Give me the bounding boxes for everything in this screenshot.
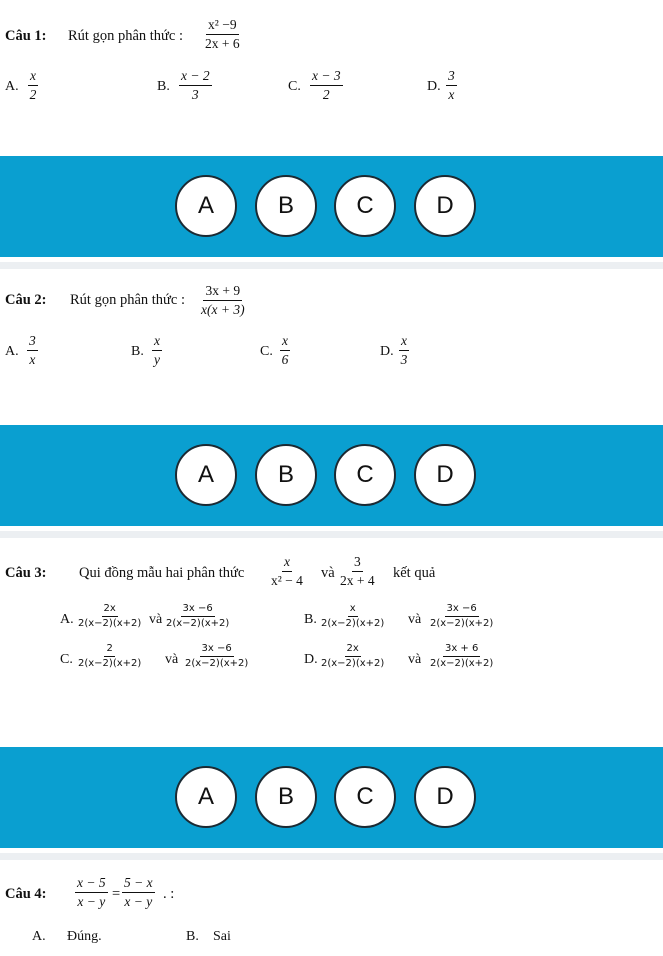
question-2-text: Rút gọn phân thức : [70, 292, 185, 308]
question-1-text: Rút gọn phân thức : [68, 28, 183, 44]
question-4-equals: = [112, 886, 121, 902]
answer-button-c[interactable]: C [334, 444, 396, 506]
fraction-numerator: 5 − x [122, 876, 155, 893]
fraction-denominator: x − y [77, 893, 106, 909]
q3-option-b-fraction-2 [430, 604, 493, 629]
q3-option-b-and: và [408, 612, 422, 627]
answer-button-d[interactable]: D [414, 766, 476, 828]
q1-option-b-fraction [179, 69, 212, 101]
q4-option-a-text: Đúng. [67, 929, 102, 944]
fraction-denominator: x(x + 3) [201, 301, 245, 317]
question-4-label: Câu 4: [5, 886, 47, 902]
q3-option-c-letter: C. [60, 652, 73, 667]
question-3-expression-1 [271, 555, 303, 587]
q2-option-b-letter: B. [131, 344, 144, 359]
answer-button-c[interactable]: C [334, 766, 396, 828]
fraction-denominator: y [154, 351, 160, 367]
q1-option-d-letter: D. [427, 79, 441, 94]
fraction-numerator: 3 [446, 69, 457, 86]
question-4-rhs [122, 876, 155, 908]
question-3-label: Câu 3: [5, 565, 47, 581]
fraction-denominator: 2(x−2)(x+2) [430, 658, 494, 669]
q3-option-d-fraction-1 [321, 644, 384, 669]
q1-option-d-fraction [446, 69, 457, 101]
fraction-numerator: 3x −6 [181, 604, 215, 617]
answer-button-b[interactable]: B [255, 175, 317, 237]
fraction-denominator: 2(x−2)(x+2) [321, 618, 385, 629]
fraction-denominator: 2x + 4 [340, 572, 375, 588]
answer-button-d[interactable]: D [414, 444, 476, 506]
q1-option-b-letter: B. [157, 79, 170, 94]
question-2-label: Câu 2: [5, 292, 47, 308]
q2-option-d-letter: D. [380, 344, 394, 359]
question-1-label: Câu 1: [5, 28, 47, 44]
answer-button-b[interactable]: B [255, 766, 317, 828]
separator [0, 262, 663, 269]
q1-option-c-letter: C. [288, 79, 301, 94]
q3-option-d-letter: D. [304, 652, 318, 667]
fraction-denominator: 2(x−2)(x+2) [185, 658, 249, 669]
fraction-numerator: x − 5 [75, 876, 108, 893]
fraction-denominator: 2 [322, 86, 330, 102]
answer-button-b[interactable]: B [255, 444, 317, 506]
fraction-denominator: x [448, 86, 455, 102]
fraction-numerator: x − 3 [310, 69, 343, 86]
fraction-numerator: 2x [102, 604, 118, 617]
answer-band-3 [0, 747, 663, 848]
question-1-expression [205, 18, 240, 50]
q3-option-c-and: và [165, 652, 179, 667]
fraction-numerator: x [399, 334, 409, 351]
q3-option-c-fraction-2 [185, 644, 248, 669]
question-2-expression [201, 284, 245, 316]
fraction-numerator: x [28, 69, 38, 86]
q3-option-d-and: và [408, 652, 422, 667]
q2-option-c-fraction [280, 334, 290, 366]
fraction-denominator: 3 [191, 86, 199, 102]
question-3-and: và [321, 565, 335, 581]
fraction-numerator: x [152, 334, 162, 351]
q3-option-b-fraction-1 [321, 604, 384, 629]
fraction-denominator: 2x + 6 [205, 35, 240, 51]
answer-button-d[interactable]: D [414, 175, 476, 237]
q3-option-a-letter: A. [60, 612, 74, 627]
separator [0, 531, 663, 538]
fraction-numerator: x [348, 604, 358, 617]
fraction-denominator: x² − 4 [271, 572, 303, 588]
answer-band-2 [0, 425, 663, 526]
q4-option-b-letter: B. [186, 929, 199, 944]
q2-option-a-letter: A. [5, 344, 19, 359]
q1-option-c-fraction [310, 69, 343, 101]
fraction-numerator: x [282, 555, 292, 572]
answer-button-a[interactable]: A [175, 766, 237, 828]
fraction-numerator: x [280, 334, 290, 351]
question-3-tail: kết quả [393, 565, 436, 581]
q2-option-c-letter: C. [260, 344, 273, 359]
fraction-denominator: 2(x−2)(x+2) [430, 618, 494, 629]
fraction-denominator: 2(x−2)(x+2) [78, 658, 142, 669]
q4-option-b-text: Sai [213, 929, 231, 944]
fraction-numerator: 2x [345, 644, 361, 657]
q3-option-a-fraction-1 [78, 604, 141, 629]
fraction-denominator: 2(x−2)(x+2) [166, 618, 230, 629]
answer-button-a[interactable]: A [175, 175, 237, 237]
fraction-denominator: 2 [29, 86, 37, 102]
fraction-numerator: x² −9 [206, 18, 239, 35]
q2-option-a-fraction [27, 334, 38, 366]
q2-option-b-fraction [152, 334, 162, 366]
fraction-denominator: 6 [281, 351, 289, 367]
fraction-numerator: 3x −6 [200, 644, 234, 657]
fraction-denominator: x − y [124, 893, 153, 909]
fraction-numerator: 2 [104, 644, 114, 657]
fraction-denominator: x [29, 351, 36, 367]
fraction-numerator: 3 [27, 334, 38, 351]
fraction-denominator: 3 [400, 351, 408, 367]
fraction-numerator: x − 2 [179, 69, 212, 86]
q3-option-d-fraction-2 [430, 644, 493, 669]
question-4-lhs [75, 876, 108, 908]
answer-band-1 [0, 156, 663, 257]
q2-option-d-fraction [399, 334, 409, 366]
q1-option-a-letter: A. [5, 79, 19, 94]
fraction-denominator: 2(x−2)(x+2) [321, 658, 385, 669]
q1-option-a-fraction [28, 69, 38, 101]
question-4-tail: . : [163, 886, 175, 902]
fraction-numerator: 3x −6 [445, 604, 479, 617]
fraction-denominator: 2(x−2)(x+2) [78, 618, 142, 629]
q3-option-c-fraction-1 [78, 644, 141, 669]
answer-button-c[interactable]: C [334, 175, 396, 237]
q3-option-a-fraction-2 [166, 604, 229, 629]
question-3-text: Qui đồng mẫu hai phân thức [79, 565, 245, 581]
fraction-numerator: 3x + 9 [203, 284, 242, 301]
question-3-expression-2 [340, 555, 375, 587]
q3-option-a-and: và [149, 612, 163, 627]
q3-option-b-letter: B. [304, 612, 317, 627]
separator [0, 853, 663, 860]
q4-option-a-letter: A. [32, 929, 46, 944]
fraction-numerator: 3x + 6 [443, 644, 480, 657]
fraction-numerator: 3 [352, 555, 363, 572]
answer-button-a[interactable]: A [175, 444, 237, 506]
